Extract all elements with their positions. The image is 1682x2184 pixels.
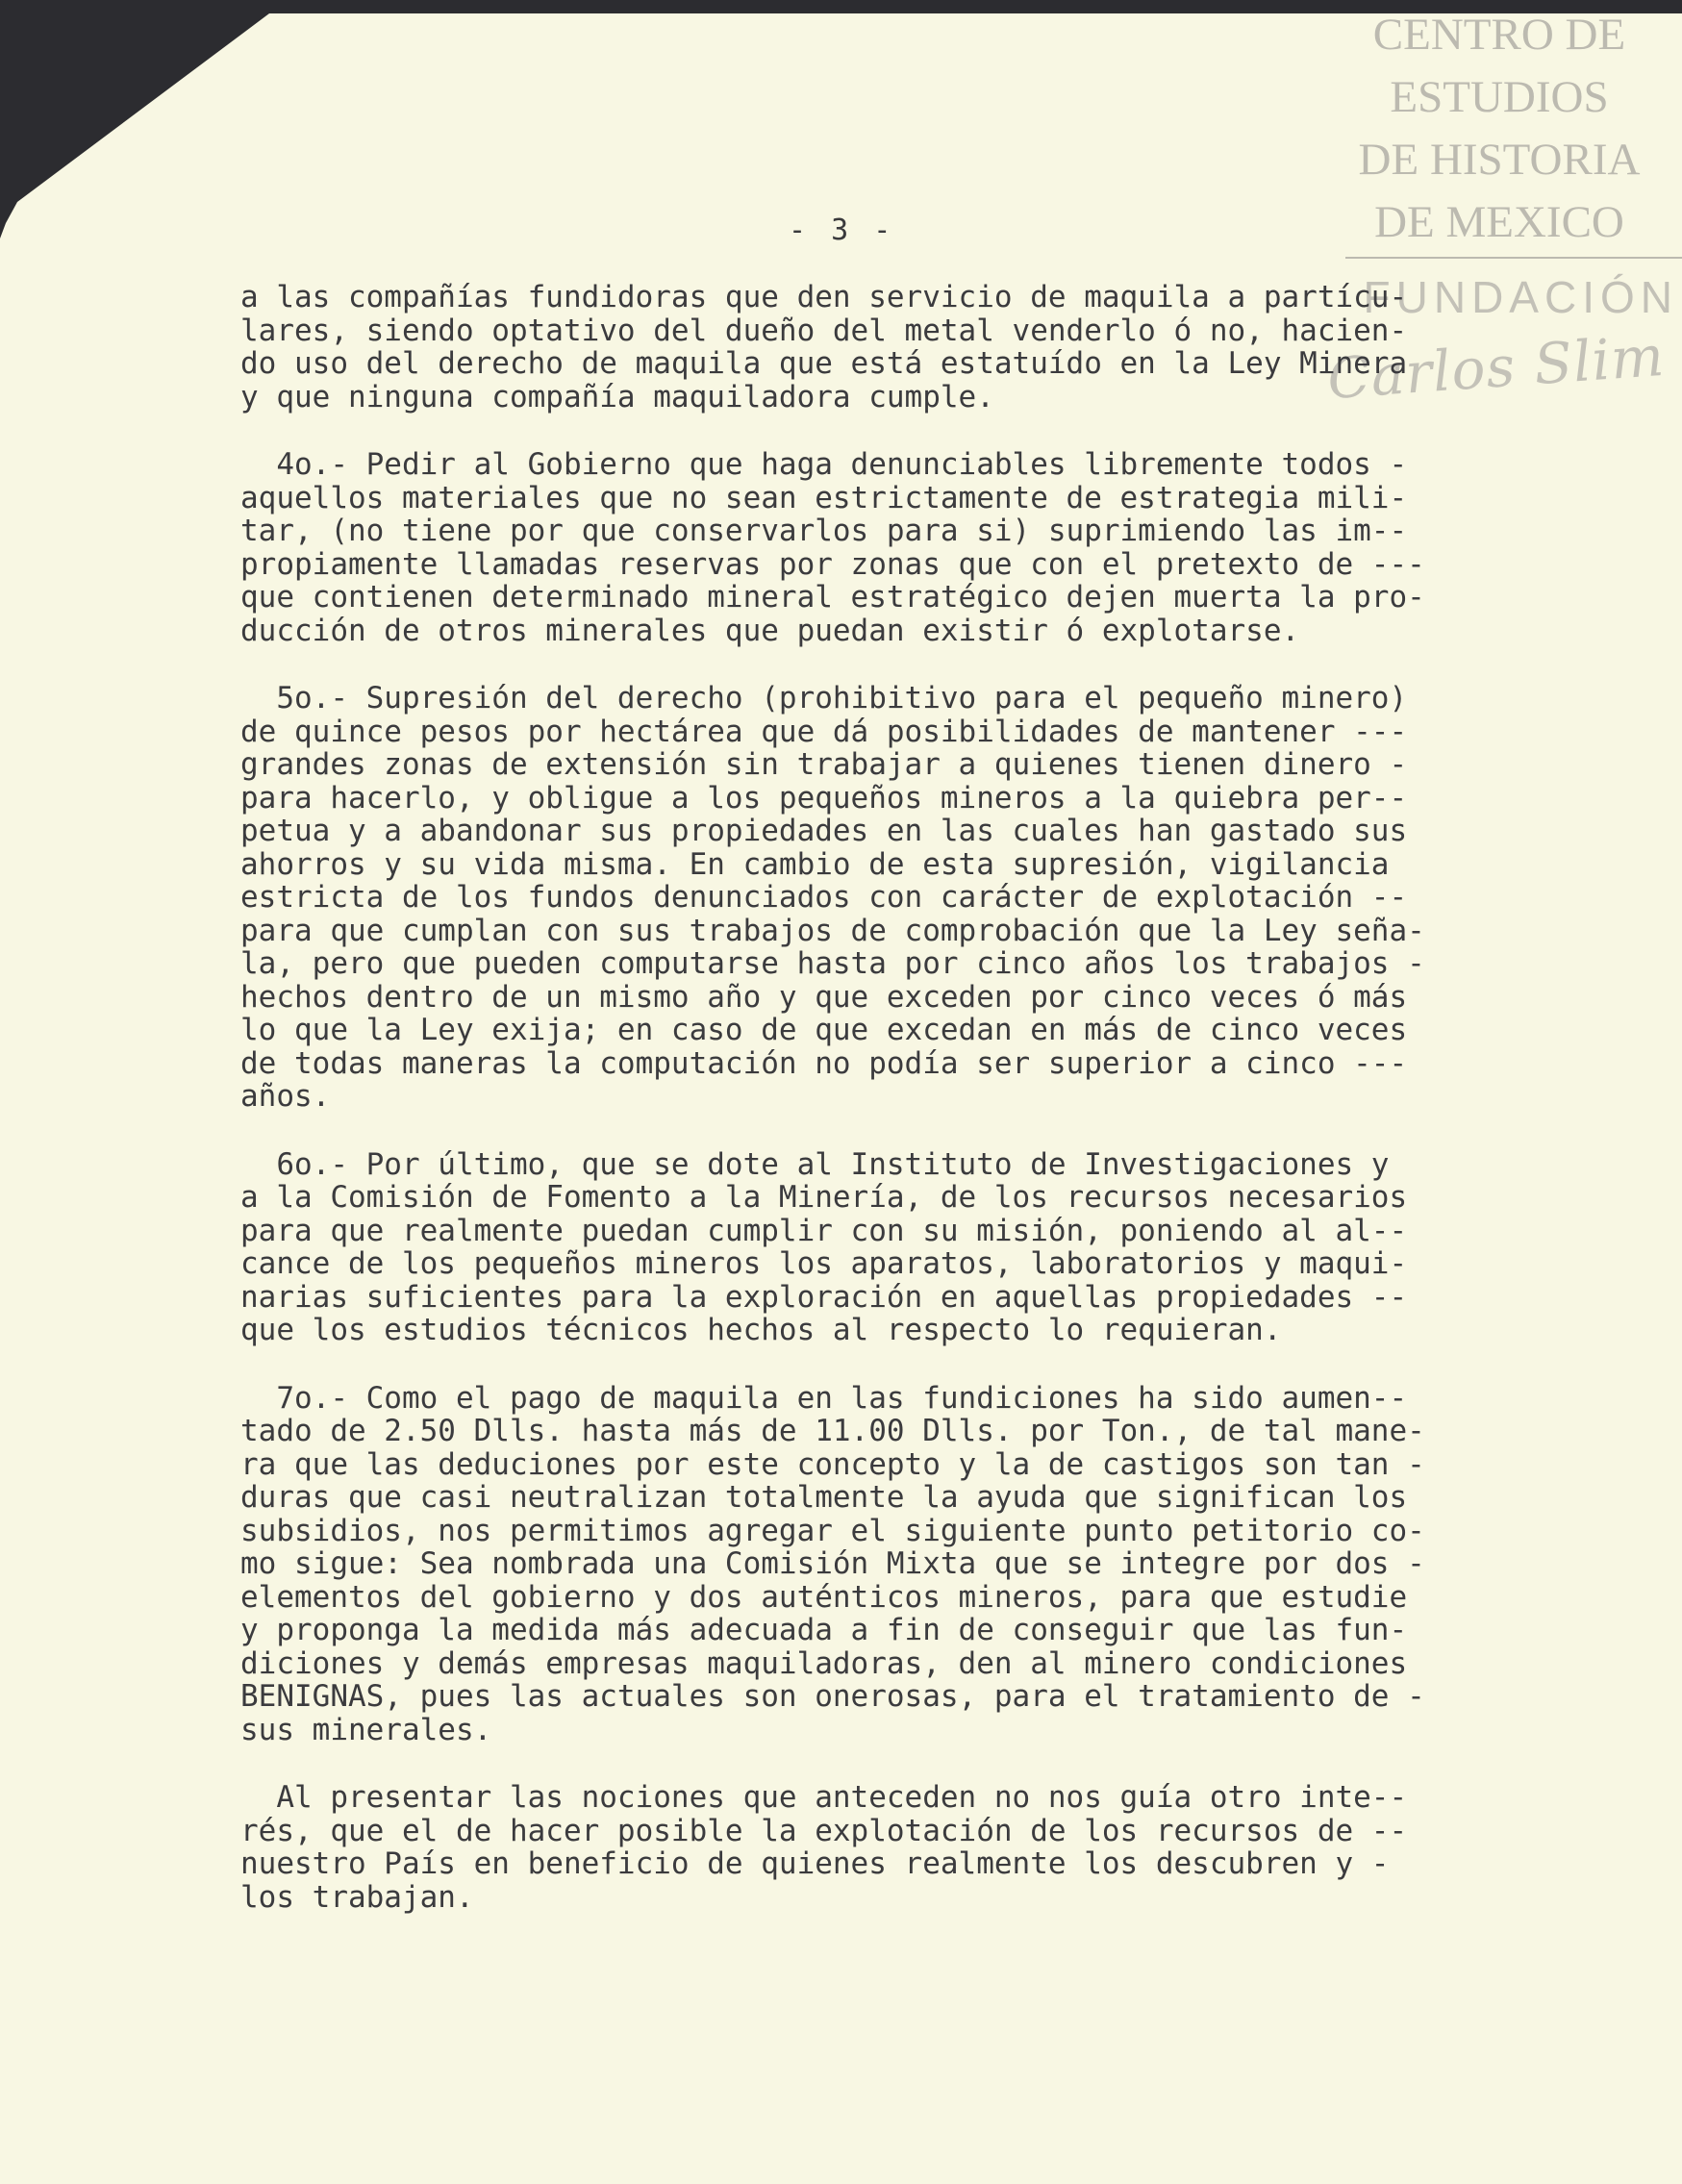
watermark-line: DE HISTORIA: [1358, 135, 1641, 185]
archive-watermark: [1326, 4, 1672, 254]
text-line: cance de los pequeños mineros los aparatos, laboratorios y maqui-: [240, 1246, 1408, 1281]
text-line: a las compañías fundidoras que den servicio de maquila a partícu-: [240, 280, 1408, 314]
text-line: que contienen determinado mineral estratégico dejen muerta la pro-: [240, 580, 1425, 615]
text-line: grandes zonas de extensión sin trabajar a quienes tienen dinero -: [240, 747, 1408, 782]
watermark-line: ESTUDIOS: [1390, 72, 1609, 122]
text-line: que los estudios técnicos hechos al respecto lo requieran.: [240, 1313, 1282, 1347]
text-line: ahorros y su vida misma. En cambio de esta supresión, vigilancia: [240, 846, 1390, 882]
text-line: para hacerlo, y obligue a los pequeños mineros a la quiebra per--: [240, 780, 1408, 816]
text-line: la, pero que pueden computarse hasta por cinco años los trabajos -: [240, 946, 1425, 981]
text-line: de quince pesos por hectárea que dá posibilidades de mantener ---: [240, 714, 1408, 749]
paragraph: [240, 1148, 1606, 1347]
text-line: propiamente llamadas reservas por zonas que con el pretexto de ---: [240, 546, 1425, 582]
text-line: subsidios, nos permitimos agregar el siguiente punto petitorio co-: [240, 1513, 1425, 1548]
text-line: y que ninguna compañía maquiladora cumple.: [240, 379, 994, 414]
text-line: estricta de los fundos denunciados con carácter de explotación --: [240, 880, 1408, 915]
paragraph: [240, 1781, 1606, 1914]
text-line: 4o.- Pedir al Gobierno que haga denunciables libremente todos -: [240, 447, 1408, 482]
text-line: años.: [240, 1079, 331, 1114]
text-line: hechos dentro de un mismo año y que exceden por cinco veces ó más: [240, 979, 1408, 1015]
text-line: 7o.- Como el pago de maquila en las fundiciones ha sido aumen--: [240, 1380, 1408, 1416]
text-line: duras que casi neutralizan totalmente la ayuda que significan los: [240, 1480, 1408, 1515]
text-line: a la Comisión de Fomento a la Minería, de los recursos necesarios: [240, 1180, 1408, 1215]
text-line: mo sigue: Sea nombrada una Comisión Mixta que se integre por dos -: [240, 1546, 1425, 1581]
paragraph-gap: [240, 647, 1606, 682]
text-line: 5o.- Supresión del derecho (prohibitivo para el pequeño minero): [240, 681, 1408, 715]
text-line: lares, siendo optativo del dueño del metal venderlo ó no, hacien-: [240, 313, 1408, 348]
text-line: nuestro País en beneficio de quienes realmente los descubren y -: [240, 1846, 1390, 1881]
watermark-line: DE MEXICO: [1374, 197, 1624, 247]
watermark-signature: Carlos Slim: [1324, 322, 1667, 413]
text-line: narias suficientes para la exploración en aquellas propiedades --: [240, 1279, 1408, 1315]
text-line: tar, (no tiene por que conservarlos para si) suprimiendo las im--: [240, 514, 1408, 548]
paragraph-gap: [240, 1114, 1606, 1148]
text-line: ducción de otros minerales que puedan existir ó explotarse.: [240, 613, 1300, 648]
paragraph: [240, 682, 1606, 1114]
paragraph: [240, 448, 1606, 647]
watermark-line: CENTRO DE: [1372, 10, 1626, 60]
paragraph-gap: [240, 1347, 1606, 1382]
text-line: 6o.- Por último, que se dote al Instituto de Investigaciones y: [240, 1146, 1390, 1182]
paragraph-gap: [240, 414, 1606, 448]
text-line: los trabajan.: [240, 1879, 474, 1915]
text-line: elementos del gobierno y dos auténticos mineros, para que estudie: [240, 1579, 1408, 1615]
text-line: sus minerales.: [240, 1712, 492, 1747]
text-line: para que cumplan con sus trabajos de comprobación que la Ley seña-: [240, 913, 1425, 948]
paragraph-gap: [240, 1746, 1606, 1781]
text-line: de todas maneras la computación no podía ser superior a cinco ---: [240, 1045, 1408, 1081]
text-line: Al presentar las nociones que anteceden no nos guía otro inte--: [240, 1780, 1408, 1815]
text-line: rés, que el de hacer posible la explotación de los recursos de --: [240, 1813, 1408, 1848]
text-line: ra que las deduciones por este concepto y la de castigos son tan -: [240, 1446, 1425, 1482]
text-line: aquellos materiales que no sean estrictamente de estrategia mili-: [240, 480, 1408, 515]
paragraph: [240, 1382, 1606, 1747]
text-line: tado de 2.50 Dlls. hasta más de 11.00 Dlls. por Ton., de tal mane-: [240, 1414, 1425, 1448]
text-line: para que realmente puedan cumplir con su misión, poniendo al al--: [240, 1213, 1408, 1248]
text-line: BENIGNAS, pues las actuales son onerosas, para el tratamiento de -: [240, 1679, 1425, 1714]
watermark-divider: [1345, 257, 1682, 259]
paragraph: [240, 281, 1606, 414]
text-line: y proponga la medida más adecuada a fin de conseguir que las fun-: [240, 1613, 1408, 1647]
text-line: diciones y demás empresas maquiladoras, den al minero condiciones: [240, 1645, 1408, 1681]
text-line: do uso del derecho de maquila que está estatuído en la Ley Minera: [240, 346, 1408, 381]
watermark-foundation: FUNDACIÓN: [1363, 272, 1678, 322]
page-number: - 3 -: [789, 213, 895, 247]
text-line: lo que la Ley exija; en caso de que excedan en más de cinco veces: [240, 1013, 1408, 1047]
document-body: [240, 281, 1606, 1914]
text-line: petua y a abandonar sus propiedades en las cuales han gastado sus: [240, 814, 1408, 848]
